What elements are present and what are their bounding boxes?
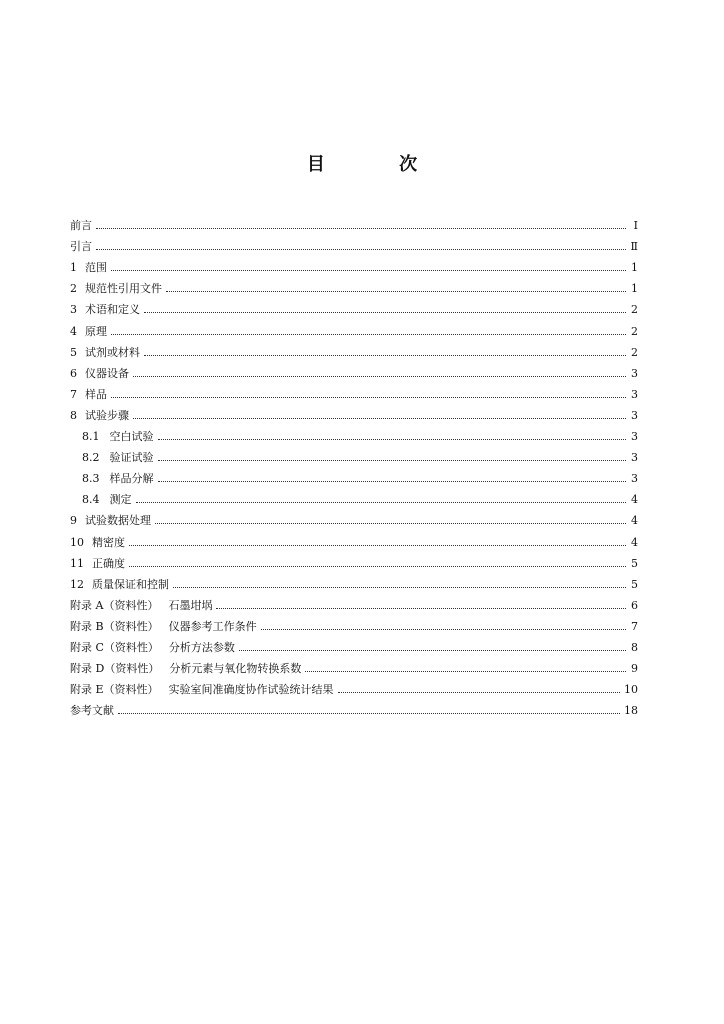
toc-entry-text: 试验数据处理 xyxy=(85,514,151,528)
toc-entry-page: 4 xyxy=(631,535,638,549)
toc-entry-text: 样品分解 xyxy=(109,472,154,486)
toc-entry xyxy=(70,317,638,338)
toc-leader-dots xyxy=(216,608,626,609)
toc-entry-page: 5 xyxy=(631,577,638,591)
toc-entry-label xyxy=(70,388,107,402)
toc-entry-label xyxy=(70,219,92,233)
toc-entry xyxy=(70,676,638,697)
toc-entry-label xyxy=(70,325,107,339)
toc-entry-label xyxy=(70,409,129,423)
toc-entry-page: 4 xyxy=(631,493,638,507)
toc-entry xyxy=(70,486,638,507)
toc-entry-label xyxy=(70,367,129,381)
toc-leader-dots xyxy=(261,629,626,630)
toc-leader-dots xyxy=(155,523,626,524)
toc-list xyxy=(70,212,638,718)
toc-entry-appendix-tag: 附录 C（资料性） xyxy=(70,640,159,654)
toc-entry-label xyxy=(70,599,212,613)
toc-entry-label xyxy=(70,620,257,634)
toc-entry-number: 9 xyxy=(70,514,77,528)
toc-leader-dots xyxy=(173,587,626,588)
toc-leader-dots xyxy=(96,228,626,229)
toc-leader-dots xyxy=(144,355,626,356)
toc-leader-dots xyxy=(118,713,620,714)
toc-leader-dots xyxy=(136,502,627,503)
toc-leader-dots xyxy=(158,460,627,461)
toc-entry-appendix-tag: 附录 D（资料性） xyxy=(70,662,160,676)
toc-entry-number: 2 xyxy=(70,282,77,296)
toc-entry-label xyxy=(70,557,125,571)
toc-entry-page: 8 xyxy=(631,640,638,654)
toc-entry xyxy=(70,212,638,233)
toc-entry-text: 正确度 xyxy=(92,556,125,570)
toc-entry-label xyxy=(70,641,235,655)
toc-entry-text: 规范性引用文件 xyxy=(85,282,162,296)
toc-entry-appendix-tag: 附录 A（资料性） xyxy=(70,598,159,612)
toc-entry-page: 2 xyxy=(631,345,638,359)
toc-entry-label xyxy=(82,451,154,465)
toc-entry xyxy=(70,528,638,549)
toc-entry-text: 引言 xyxy=(70,240,92,254)
toc-entry-text: 样品 xyxy=(85,387,107,401)
toc-entry xyxy=(70,634,638,655)
toc-entry xyxy=(70,697,638,718)
toc-entry xyxy=(70,507,638,528)
toc-entry-text: 验证试验 xyxy=(109,451,154,465)
toc-entry-text: 精密度 xyxy=(92,535,125,549)
toc-entry-label xyxy=(82,493,132,507)
toc-entry xyxy=(70,233,638,254)
toc-entry-text: 仪器参考工作条件 xyxy=(168,619,257,633)
toc-entry-page: 3 xyxy=(631,430,638,444)
toc-entry xyxy=(70,402,638,423)
toc-entry-page: 5 xyxy=(631,556,638,570)
toc-entry-text: 测定 xyxy=(109,493,132,507)
toc-entry-page: 2 xyxy=(631,303,638,317)
toc-entry-text: 术语和定义 xyxy=(85,303,140,317)
toc-leader-dots xyxy=(158,481,627,482)
toc-entry-text: 范围 xyxy=(85,261,107,275)
toc-entry-label xyxy=(70,261,107,275)
toc-entry xyxy=(70,423,638,444)
toc-leader-dots xyxy=(111,397,626,398)
toc-leader-dots xyxy=(129,545,626,546)
toc-entry xyxy=(70,381,638,402)
toc-entry-page: 3 xyxy=(631,408,638,422)
toc-entry-page: 3 xyxy=(631,472,638,486)
toc-entry-number: 7 xyxy=(70,387,77,401)
toc-entry-number: 8.2 xyxy=(82,451,100,465)
toc-entry-text: 空白试验 xyxy=(109,430,154,444)
toc-entry-text: 前言 xyxy=(70,219,92,233)
toc-entry-number: 8.1 xyxy=(82,430,100,444)
toc-leader-dots xyxy=(111,334,626,335)
toc-entry-text: 参考文献 xyxy=(70,704,114,718)
toc-entry-number: 8.4 xyxy=(82,493,100,507)
toc-entry-label xyxy=(70,704,114,718)
toc-entry-text: 仪器设备 xyxy=(85,366,129,380)
toc-entry-number: 11 xyxy=(70,556,84,570)
toc-leader-dots xyxy=(96,249,626,250)
toc-entry-page: 9 xyxy=(631,662,638,676)
toc-entry-page: 7 xyxy=(631,619,638,633)
toc-entry-label xyxy=(70,282,162,296)
toc-entry-page: 10 xyxy=(624,683,638,697)
toc-entry-page: 4 xyxy=(631,514,638,528)
toc-entry-text: 试验步骤 xyxy=(85,408,129,422)
toc-entry-label xyxy=(82,430,154,444)
toc-leader-dots xyxy=(144,312,626,313)
toc-entry-text: 石墨坩埚 xyxy=(168,598,213,612)
toc-entry-page: Ⅱ xyxy=(630,240,638,254)
toc-entry-label xyxy=(70,683,334,697)
toc-entry-page: 1 xyxy=(631,261,638,275)
toc-entry-text: 实验室间准确度协作试验统计结果 xyxy=(168,683,334,697)
toc-entry-appendix-tag: 附录 E（资料性） xyxy=(70,683,159,697)
toc-entry-appendix-tag: 附录 B（资料性） xyxy=(70,619,159,633)
toc-entry-label xyxy=(70,303,140,317)
toc-entry-label xyxy=(70,514,151,528)
toc-entry-text: 质量保证和控制 xyxy=(92,577,169,591)
toc-entry xyxy=(70,275,638,296)
toc-leader-dots xyxy=(305,671,626,672)
toc-entry xyxy=(70,465,638,486)
toc-entry-page: Ⅰ xyxy=(633,219,638,233)
toc-entry-page: 3 xyxy=(631,387,638,401)
toc-entry-number: 8.3 xyxy=(82,472,100,486)
toc-leader-dots xyxy=(111,270,626,271)
toc-entry-number: 5 xyxy=(70,345,77,359)
toc-entry-label xyxy=(70,346,140,360)
toc-entry xyxy=(70,655,638,676)
toc-entry xyxy=(70,296,638,317)
toc-entry-page: 6 xyxy=(631,598,638,612)
toc-entry-label xyxy=(70,578,169,592)
toc-entry-page: 3 xyxy=(631,451,638,465)
toc-leader-dots xyxy=(133,418,626,419)
toc-leader-dots xyxy=(129,566,626,567)
toc-entry xyxy=(70,360,638,381)
toc-entry xyxy=(70,444,638,465)
toc-entry-page: 3 xyxy=(631,366,638,380)
toc-entry-text: 分析方法参数 xyxy=(168,640,235,654)
toc-entry-text: 原理 xyxy=(85,324,107,338)
toc-entry-label xyxy=(82,472,154,486)
toc-entry xyxy=(70,571,638,592)
toc-entry xyxy=(70,254,638,275)
toc-entry-text: 分析元素与氧化物转换系数 xyxy=(169,662,302,676)
toc-entry-page: 1 xyxy=(631,282,638,296)
toc-entry-number: 10 xyxy=(70,535,84,549)
toc-leader-dots xyxy=(133,376,626,377)
toc-leader-dots xyxy=(158,439,627,440)
toc-leader-dots xyxy=(166,291,626,292)
toc-entry-page: 18 xyxy=(624,704,638,718)
toc-leader-dots xyxy=(338,692,620,693)
toc-entry-label xyxy=(70,240,92,254)
toc-entry-number: 8 xyxy=(70,408,77,422)
toc-entry-number: 6 xyxy=(70,366,77,380)
toc-entry xyxy=(70,613,638,634)
toc-entry-number: 3 xyxy=(70,303,77,317)
toc-entry-text: 试剂或材料 xyxy=(85,345,140,359)
toc-entry xyxy=(70,550,638,571)
toc-entry-number: 1 xyxy=(70,261,77,275)
toc-entry-number: 4 xyxy=(70,324,77,338)
toc-entry xyxy=(70,592,638,613)
toc-entry xyxy=(70,339,638,360)
toc-entry-label xyxy=(70,662,301,676)
toc-leader-dots xyxy=(239,650,626,651)
toc-title: 目 次 xyxy=(306,154,452,175)
toc-entry-number: 12 xyxy=(70,577,84,591)
toc-entry-label xyxy=(70,536,125,550)
toc-entry-page: 2 xyxy=(631,324,638,338)
